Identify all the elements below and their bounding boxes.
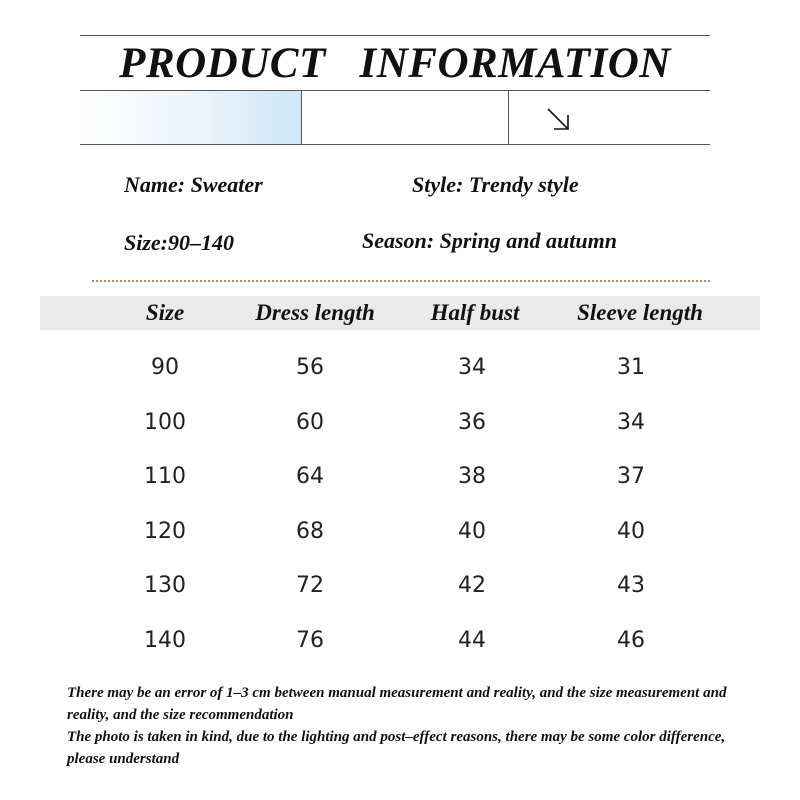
swatch-light-blue	[80, 91, 301, 144]
column-header-half-bust: Half bust	[430, 300, 520, 325]
color-note: The photo is taken in kind, due to the lighting and post–effect reasons, there may be some color difference, please understand	[67, 729, 726, 767]
table-cell: 68	[296, 518, 324, 544]
table-cell: 76	[296, 628, 324, 653]
table-cell: 40	[617, 518, 645, 544]
column-header-dress-length: Dress length	[255, 300, 375, 325]
product-size-range: Size:90–140	[124, 230, 234, 255]
table-cell: 36	[458, 409, 486, 435]
swatch-divider	[301, 91, 302, 144]
arrow-down-right-icon	[544, 105, 574, 133]
column-header-sleeve-length: Sleeve length	[577, 300, 703, 325]
table-cell: 140	[144, 628, 186, 653]
table-cell: 38	[458, 464, 486, 490]
color-swatch-row	[80, 91, 710, 144]
table-cell: 40	[458, 518, 486, 544]
dotted-divider	[92, 280, 710, 282]
page-title: PRODUCT INFORMATION	[119, 40, 671, 87]
table-cell: 43	[617, 573, 645, 599]
table-cell: 37	[617, 464, 645, 490]
product-style: Style: Trendy style	[412, 172, 579, 197]
product-name: Name: Sweater	[124, 172, 263, 197]
table-cell: 110	[144, 464, 186, 490]
table-cell: 34	[458, 355, 486, 380]
top-rule	[80, 35, 710, 36]
table-cell: 31	[617, 355, 645, 380]
table-cell: 34	[617, 409, 645, 435]
measurement-note: There may be an error of 1–3 cm between manual measurement and reality, and the size measurement and reality, and the size recommendation	[67, 685, 727, 723]
table-cell: 42	[458, 573, 486, 599]
table-cell: 46	[617, 628, 645, 653]
table-cell: 100	[144, 409, 186, 435]
table-cell: 44	[458, 628, 486, 653]
table-cell: 120	[144, 518, 186, 544]
table-cell: 72	[296, 573, 324, 599]
swatch-bottom-rule	[80, 144, 710, 145]
table-cell: 56	[296, 355, 324, 380]
table-cell: 60	[296, 409, 324, 435]
table-cell: 90	[151, 355, 179, 380]
table-cell: 130	[144, 573, 186, 599]
product-season: Season: Spring and autumn	[362, 228, 617, 253]
table-cell: 64	[296, 464, 324, 490]
swatch-divider	[508, 91, 509, 144]
column-header-size: Size	[145, 300, 185, 325]
